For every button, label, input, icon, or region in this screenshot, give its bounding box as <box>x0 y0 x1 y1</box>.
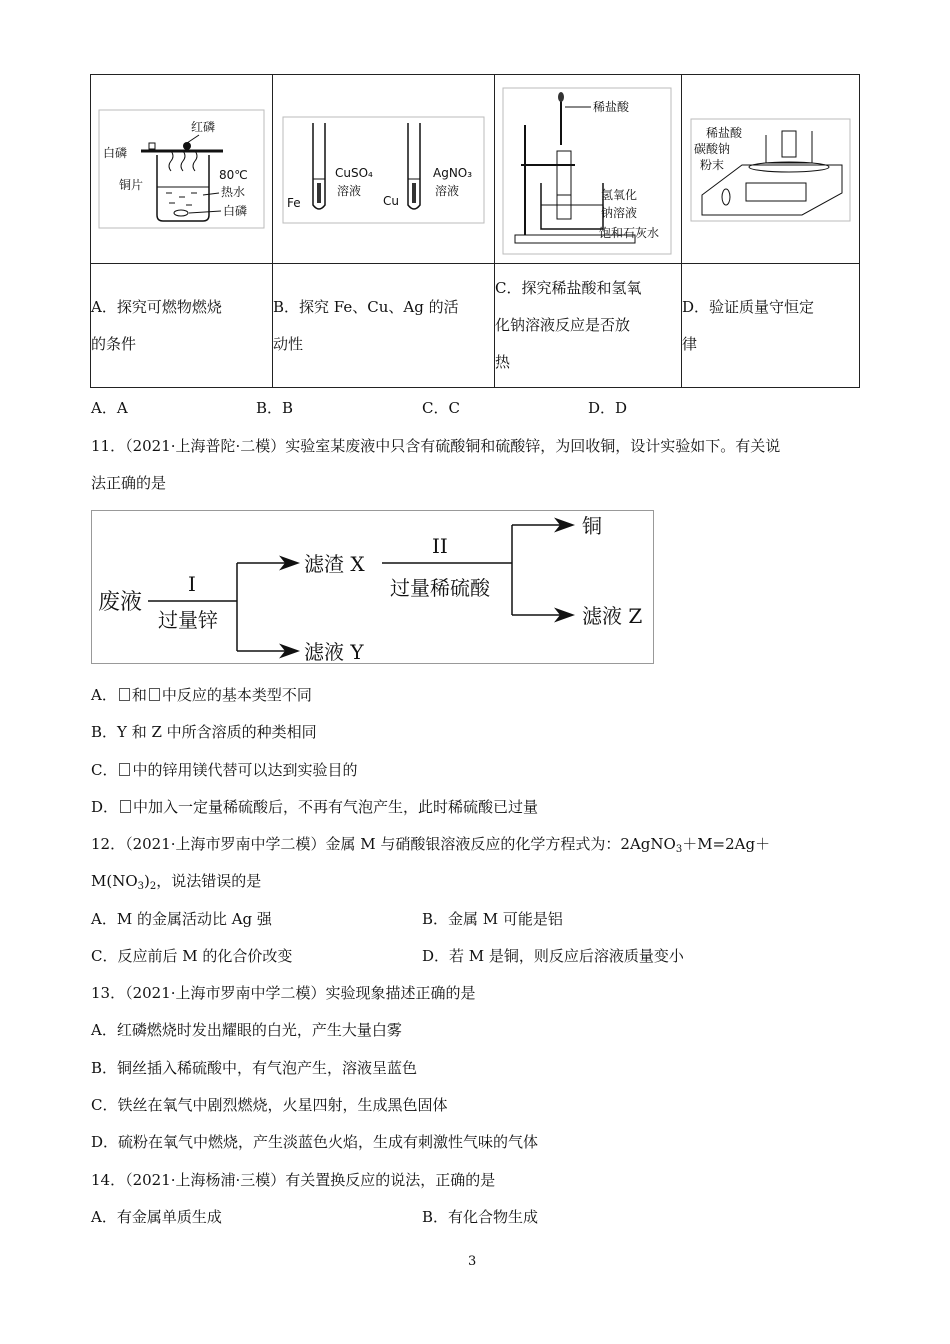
label-cu: Cu <box>383 194 399 208</box>
missing-glyph-icon <box>119 688 130 701</box>
q14-option-a[interactable]: A．有金属单质生成 <box>91 1208 222 1226</box>
neutralization-apparatus-figure <box>495 75 681 263</box>
combustion-apparatus-figure <box>91 75 272 263</box>
flow-filtrate-y: 滤液 Y <box>304 640 364 663</box>
label-na2co3-line1: 碳酸钠 <box>694 142 731 156</box>
label-na2co3-line2: 粉末 <box>700 158 725 172</box>
flow-waste: 废液 <box>98 590 143 615</box>
q11-flowchart <box>91 510 654 664</box>
flow-step1: I <box>188 572 196 596</box>
q12-option-a[interactable]: A．M 的金属活动比 Ag 强 <box>91 910 272 928</box>
q13-option-a[interactable]: A．红磷燃烧时发出耀眼的白光，产生大量白雾 <box>91 1021 402 1039</box>
q10-option-d[interactable]: D．D <box>588 399 628 417</box>
q13-option-c[interactable]: C．铁丝在氧气中剧烈燃烧，火星四射，生成黑色固体 <box>91 1096 448 1114</box>
missing-glyph-icon <box>119 763 130 776</box>
mass-conservation-balance-figure <box>682 75 859 263</box>
label-fe: Fe <box>287 196 301 210</box>
q13-stem: 13．（2021·上海市罗南中学二模）实验现象描述正确的是 <box>91 984 476 1002</box>
q12-stem-line2: $M(NO_3)_2$，说法错误的是 <box>91 872 262 892</box>
cell-a-figure <box>91 75 273 264</box>
q13-option-d[interactable]: D．硫粉在氧气中燃烧，产生淡蓝色火焰，生成有刺激性气味的气体 <box>91 1133 539 1151</box>
q11-stem-line1: 11．（2021·上海普陀·二模）实验室某废液中只含有硫酸铜和硫酸锌，为回收铜，设计实验如下。有关说 <box>91 437 781 455</box>
cell-d-caption: D．验证质量守恒定 律 <box>682 264 860 388</box>
q10-option-a[interactable]: A．A <box>91 399 128 417</box>
q10-option-b[interactable]: B．B <box>256 399 294 417</box>
label-naoh-line2: 钠溶液 <box>601 206 638 220</box>
label-red-phosphorus: 红磷 <box>191 120 216 134</box>
q11-option-a[interactable]: A． 和 中反应的基本类型不同 <box>91 686 312 704</box>
q11-option-d[interactable]: D． 中加入一定量稀硫酸后，不再有气泡产生，此时稀硫酸已过量 <box>91 798 539 816</box>
q12-option-d[interactable]: D．若 M 是铜，则反应后溶液质量变小 <box>422 947 684 965</box>
q11-stem-line2: 法正确的是 <box>91 474 167 492</box>
q13-option-b[interactable]: B．铜丝插入稀硫酸中，有气泡产生，溶液呈蓝色 <box>91 1059 418 1077</box>
missing-glyph-icon <box>120 800 131 813</box>
flow-step2: II <box>432 534 448 558</box>
label-cuso4-solution: 溶液 <box>337 184 362 198</box>
label-white-phosphorus-top: 白磷 <box>103 146 128 160</box>
flow-copper: 铜 <box>582 514 602 538</box>
cell-c-figure <box>495 75 682 264</box>
label-agno3-solution: 溶液 <box>435 184 460 198</box>
q12-option-c[interactable]: C．反应前后 M 的化合价改变 <box>91 947 293 965</box>
q12-option-b[interactable]: B．金属 M 可能是铝 <box>422 910 563 928</box>
label-limewater: 饱和石灰水 <box>599 226 660 240</box>
metal-activity-tubes-figure <box>273 75 494 263</box>
label-copper-sheet: 铜片 <box>119 178 144 192</box>
label-hot-water: 热水 <box>221 185 246 199</box>
label-dilute-hcl: 稀盐酸 <box>593 100 630 114</box>
cell-b-figure <box>273 75 495 264</box>
cell-a-caption: A．探究可燃物燃烧 的条件 <box>91 264 273 388</box>
label-white-phosphorus-bottom: 白磷 <box>223 204 248 218</box>
flow-filtrate-z: 滤液 Z <box>582 604 643 628</box>
label-cuso4: CuSO₄ <box>335 166 373 180</box>
label-temperature: 80℃ <box>219 168 248 182</box>
q14-stem: 14．（2021·上海杨浦·三模）有关置换反应的说法，正确的是 <box>91 1171 496 1189</box>
flow-step1-reagent: 过量锌 <box>158 608 218 632</box>
page-number: 3 <box>468 1254 477 1269</box>
flow-residue-x: 滤渣 X <box>304 552 365 576</box>
flow-step2-reagent: 过量稀硫酸 <box>390 576 490 600</box>
q14-option-b[interactable]: B．有化合物生成 <box>422 1208 539 1226</box>
q10-option-c[interactable]: C．C <box>422 399 460 417</box>
cell-c-caption: C．探究稀盐酸和氢氧 化钠溶液反应是否放 热 <box>495 264 682 388</box>
experiment-table <box>90 74 860 388</box>
q11-option-b[interactable]: B．Y 和 Z 中所含溶质的种类相同 <box>91 723 317 741</box>
q11-option-c[interactable]: C． 中的锌用镁代替可以达到实验目的 <box>91 761 358 779</box>
cell-b-caption: B．探究 Fe、Cu、Ag 的活 动性 <box>273 264 495 388</box>
q12-stem-line1: 12．（2021·上海市罗南中学二模）金属 M 与硝酸银溶液反应的化学方程式为：2AgNO$_3$＋M=2Ag＋ <box>91 835 771 855</box>
missing-glyph-icon <box>149 688 160 701</box>
label-dilute-hcl-d: 稀盐酸 <box>706 126 743 140</box>
label-naoh-line1: 氢氧化 <box>601 188 638 202</box>
cell-d-figure <box>682 75 860 264</box>
label-agno3: AgNO₃ <box>433 166 473 180</box>
